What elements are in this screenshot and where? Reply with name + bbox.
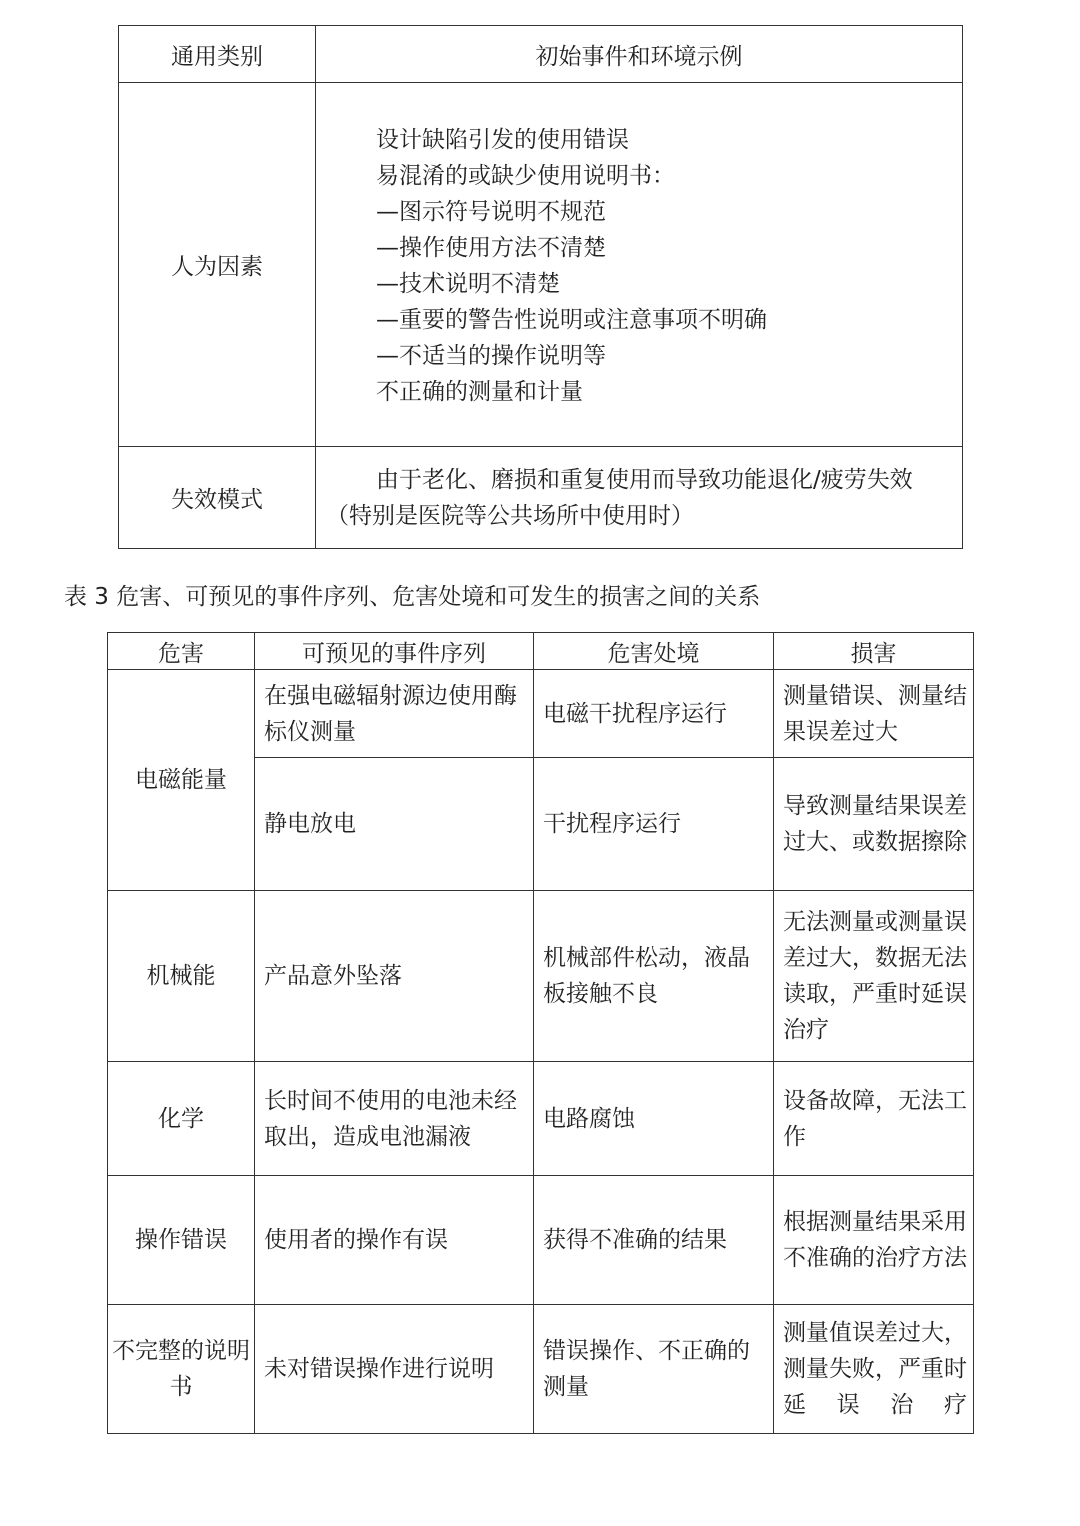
sequence-cell: 在强电磁辐射源边使用酶标仪测量 — [255, 670, 534, 758]
column-header: 可预见的事件序列 — [255, 633, 534, 670]
harm-cell: 无法测量或测量误差过大，数据无法读取，严重时延误治疗 — [774, 891, 974, 1062]
table-row — [108, 670, 974, 758]
table-row — [119, 447, 963, 549]
column-header: 通用类别 — [119, 26, 316, 83]
column-header: 损害 — [774, 633, 974, 670]
table-header-row — [108, 633, 974, 670]
situation-cell: 获得不准确的结果 — [534, 1176, 774, 1305]
sequence-cell: 产品意外坠落 — [255, 891, 534, 1062]
sequence-cell: 未对错误操作进行说明 — [255, 1305, 534, 1434]
column-header: 危害处境 — [534, 633, 774, 670]
list-item: —操作使用方法不清楚 — [376, 234, 606, 261]
list-item: 易混淆的或缺少使用说明书： — [376, 162, 675, 189]
table-row — [108, 1062, 974, 1176]
situation-cell: 电路腐蚀 — [534, 1062, 774, 1176]
example-text-cell: 由于老化、磨损和重复使用而导致功能退化/疲劳失效（特别是医院等公共场所中使用时） — [316, 447, 963, 549]
situation-cell: 机械部件松动，液晶板接触不良 — [534, 891, 774, 1062]
hazard-cell: 不完整的说明书 — [108, 1305, 255, 1434]
hazard-cell: 机械能 — [108, 891, 255, 1062]
harm-cell: 测量错误、测量结果误差过大 — [774, 670, 974, 758]
hazard-cell: 操作错误 — [108, 1176, 255, 1305]
column-header: 危害 — [108, 633, 255, 670]
sequence-cell: 使用者的操作有误 — [255, 1176, 534, 1305]
harm-cell: 设备故障，无法工作 — [774, 1062, 974, 1176]
sequence-cell: 静电放电 — [255, 758, 534, 891]
sequence-cell: 长时间不使用的电池未经取出，造成电池漏液 — [255, 1062, 534, 1176]
initiating-events-table — [118, 25, 963, 549]
hazard-relationship-table — [107, 632, 974, 1434]
example-list-cell — [316, 83, 963, 447]
situation-cell: 干扰程序运行 — [534, 758, 774, 891]
table-row — [108, 1176, 974, 1305]
harm-cell: 导致测量结果误差过大、或数据擦除 — [774, 758, 974, 891]
list-item: —技术说明不清楚 — [376, 270, 560, 297]
situation-cell: 电磁干扰程序运行 — [534, 670, 774, 758]
category-cell: 人为因素 — [119, 83, 316, 447]
hazard-cell: 化学 — [108, 1062, 255, 1176]
situation-cell: 错误操作、不正确的测量 — [534, 1305, 774, 1434]
harm-cell: 根据测量结果采用不准确的治疗方法 — [774, 1176, 974, 1305]
list-item: 不正确的测量和计量 — [376, 378, 583, 405]
list-item: 设计缺陷引发的使用错误 — [376, 126, 629, 153]
table-header-row — [119, 26, 963, 83]
category-cell: 失效模式 — [119, 447, 316, 549]
harm-cell: 测量值误差过大，测量失败，严重时延误治疗 — [774, 1305, 974, 1434]
table-caption: 表 3 危害、可预见的事件序列、危害处境和可发生的损害之间的关系 — [64, 584, 761, 610]
hazard-cell: 电磁能量 — [108, 670, 255, 891]
list-item: —重要的警告性说明或注意事项不明确 — [376, 306, 767, 333]
list-item: —图示符号说明不规范 — [376, 198, 606, 225]
list-item: —不适当的操作说明等 — [376, 342, 606, 369]
table-row — [108, 891, 974, 1062]
table-row — [119, 83, 963, 447]
column-header: 初始事件和环境示例 — [316, 26, 963, 83]
table-row — [108, 1305, 974, 1434]
